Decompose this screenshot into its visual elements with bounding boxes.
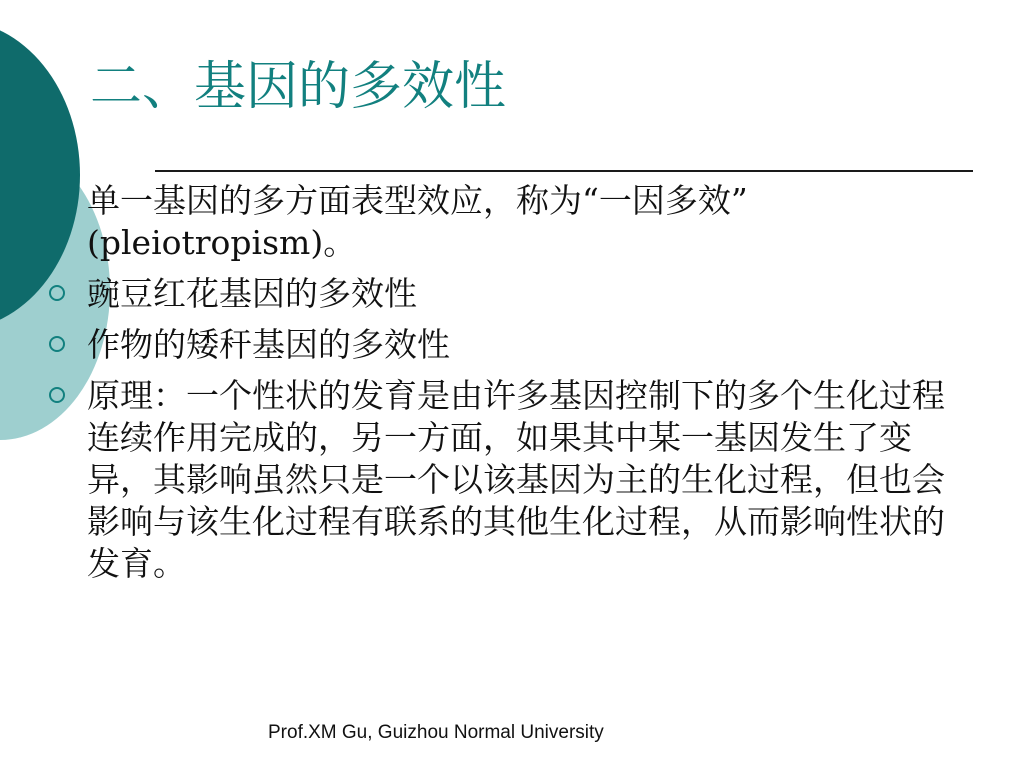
- bullet-item-pea-flower: [47, 273, 977, 315]
- bullet-text-line: (pleiotropism)。: [87, 223, 357, 262]
- bullet-text-paragraph: 原理：一个性状的发育是由许多基因控制下的多个生化过程连续作用完成的，另一方面，如果其中某一基因发生了变异，其影响虽然只是一个以该基因为主的生化过程，但也会影响与该生化过程有联系的其他生化过程，从而影响性状的发育。: [87, 376, 945, 583]
- slide-title: 二、基因的多效性: [90, 57, 507, 117]
- bullet-text-line: 作物的矮秆基因的多效性: [87, 325, 450, 364]
- bullet-ring-icon: [49, 285, 65, 301]
- bullet-text-line: 单一基因的多方面表型效应，称为“一因多效”: [87, 181, 748, 220]
- title-underline: [155, 170, 973, 172]
- bullet-item-definition: [47, 180, 977, 264]
- bullet-list: [47, 180, 977, 594]
- bullet-item-dwarf-gene: [47, 324, 977, 366]
- bullet-ring-icon: [49, 387, 65, 403]
- footer-credit: Prof.XM Gu, Guizhou Normal University: [268, 722, 604, 743]
- bullet-text-line: 豌豆红花基因的多效性: [87, 274, 417, 313]
- bullet-ring-icon: [49, 336, 65, 352]
- bullet-item-principle: [47, 375, 977, 585]
